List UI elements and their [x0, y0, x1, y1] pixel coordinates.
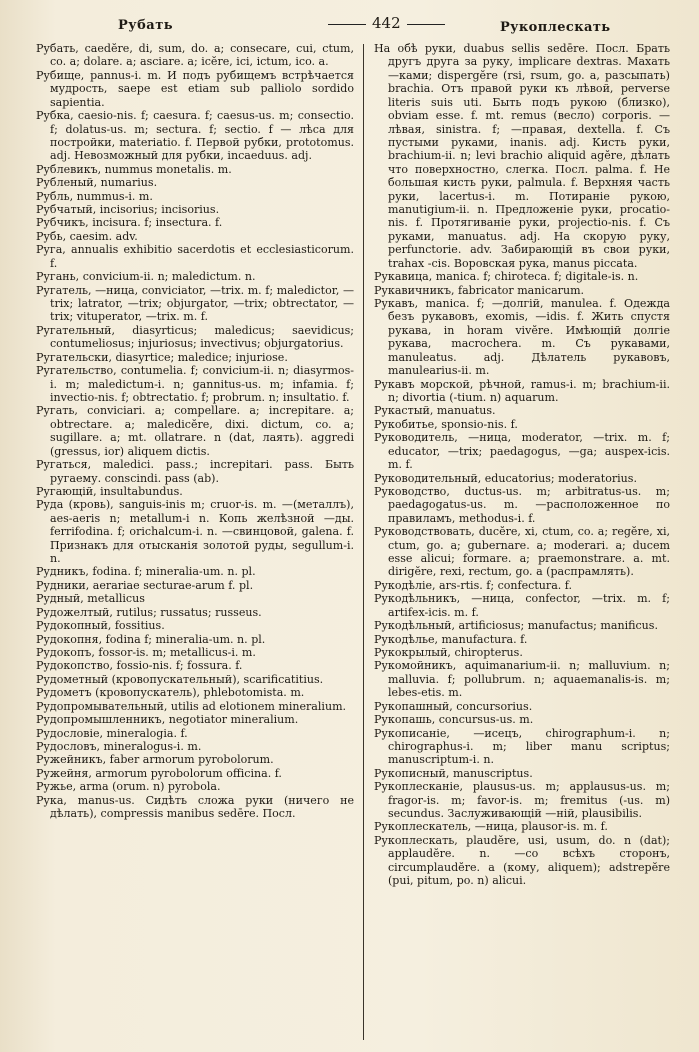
dictionary-entry: Рудопромышленникъ, negotiator mineralium. [36, 713, 299, 727]
dictionary-entry: Рукавица, manica. f; chiroteca. f; digitale-is. n. [374, 270, 639, 284]
dictionary-entry: Рукоплескатель, —ница, plausor-is. m. f. [374, 820, 608, 834]
dictionary-entry: Рубь, caesim. adv. [36, 229, 138, 243]
dictionary-entry: Рубище, pannus-i. m. И подъ рубищемъ встрѣчается мудрость, saepe est etiam sub palliolo sordido sapientia. [36, 68, 354, 109]
dictionary-entry: Рудокопня, fodina f; mineralia-um. n. pl. [36, 632, 266, 646]
dictionary-entry: Рудословіе, mineralogia. f. [36, 726, 188, 740]
dictionary-entry: Ружье, arma (orum. n) pyrobola. [36, 780, 221, 794]
dictionary-entry: Рукописный, manuscriptus. [374, 766, 533, 780]
header-rule-right [407, 24, 445, 25]
dictionary-entry: Рукавичникъ, fabricator manicarum. [374, 283, 585, 297]
dictionary-entry: Рудословъ, mineralogus-i. m. [36, 739, 202, 753]
dictionary-entry: Ругающій, insultabundus. [36, 484, 183, 498]
dictionary-entry: Рукобитье, sponsio-nis. f. [374, 417, 518, 431]
dictionary-entry: Ругатель, —ница, conviciator, —trix. m. f; maledictor, —trix; latrator, —trix; objurgator, —trix; obtrectator, —trix; vituperator, —trix. m. f. [36, 283, 354, 324]
dictionary-entry: Рудометъ (кровопускатель), phlebotomista. m. [36, 686, 305, 700]
dictionary-entry: Рукокрылый, chiropterus. [374, 645, 523, 659]
dictionary-entry: Рублевикъ, nummus monetalis. m. [36, 162, 232, 176]
dictionary-entry: Рукоплесканіе, plausus-us. m; applausus-us. m; fragor-is. m; favor-is. m; fremitus (-us. m) secundus. Заслуживающій —ній, plausibilis. [374, 780, 670, 821]
dictionary-entry: Рубка, caesio-nis. f; caesura. f; caesus-us. m; consectio. f; dolatus-us. m; sectura. f; sectio. f — лѣса для постройки, materiatio. f. Первой рубки, prototomus. adj. Невозможный для рубки, incaeduus. adj. [36, 109, 354, 163]
dictionary-entry: На обѣ руки, duabus sellis sedēre. Посл. Брать другъ друга за руку, implicare dextras. Махать —ками; dispergĕre (rsi, rsum, go. a, разсыпать) brachia. Отъ правой руки къ лѣвой, perverse literis suis uti. Быть подъ рукою (близко), obviam esse. f. mt. remus (весло) corporis. —лѣвая, sinistra. f; —правая, dextella. f. Съ пустыми руками, inanis. adj. Кисть руки, brachium-ii. n; levi brachio aliquid agĕre, дѣлать что поверхностно, слегка. Посл. palma. f. Не большая кисть руки, palmula. f. Верхняя часть руки, lacertus-i. m. Потираніе рукою, manutigium-ii. n. Предложеніе руки, procatio-nis. f. Протягиваніе руки, projectio-nis. f. Съ руками, manuatus. adj. На скорую руку, perfunctorie. adv. Забирающій въ свои руки, trahax -cis. Воровская рука, manus piccata. [374, 42, 670, 270]
right-column [374, 42, 670, 888]
dictionary-entry: Рудожелтый, rutilus; russatus; russeus. [36, 605, 262, 619]
dictionary-entry: Руководство, ductus-us. m; arbitratus-us. m; paedagogatus-us. m. —расположенное по правиламъ, methodus-i. f. [374, 484, 670, 525]
dictionary-entry: Ругаться, maledici. pass.; increpitari. pass. Быть ругаему. conscindi. pass (ab). [36, 458, 354, 485]
dictionary-entry: Рубчикъ, incisura. f; insectura. f. [36, 216, 223, 230]
dictionary-entry: Рудокопъ, fossor-is. m; metallicus-i. m. [36, 645, 256, 659]
dictionary-entry: Рубленый, numarius. [36, 176, 158, 190]
dictionary-entry: Рукавъ, manica. f; —долгій, manulea. f. Одежда безъ рукавовъ, exomis, —idis. f. Жить спустя рукава, in horam vivĕre. Имѣющій долгіе рукава, macrochera. m. Съ рукавами, manuleatus. adj. Дѣлатель рукавовъ, manulearius-ii. m. [374, 297, 670, 378]
dictionary-entry: Рудный, metallicus [36, 592, 145, 606]
dictionary-entry: Ругательный, diasyrticus; maledicus; saevidicus; contumeliosus; injuriosus; invectivus; objurgatorius. [36, 323, 354, 351]
dictionary-entry: Руда (кровь), sanguis-inis m; cruor-is. m. —(металлъ), aes-aeris n; metallum-i n. Копь желѣзной —ды. ferrifodina. f; orichalcum-i. n. —свинцовой, galena. f. Признакъ для отысканія золотой руды, segullum-i. n. [36, 498, 354, 566]
dictionary-entry: Рукастый, manuatus. [374, 404, 496, 418]
dictionary-entry: Ружейня, armorum pyrobolorum officina. f. [36, 766, 282, 780]
dictionary-entry: Ругать, conviciari. a; compellare. a; increpitare. a; obtrectare. a; maledicĕre, dixi. dictum, co. a; sugillare. a; mt. ollatrare. n (dat, лаять). aggredi (gressus, ior) aliquem dictis. [36, 404, 354, 458]
dictionary-entry: Ругательство, contumelia. f; convicium-ii. n; diasyrmos-i. m; maledictum-i. n; gannitus-us. m; infamia. f; invectio-nis. f; obtrectatio. f; probrum. n; insultatio. f. [36, 364, 354, 404]
dictionary-entry: Рудникъ, fodina. f; mineralia-um. n. pl. [36, 565, 256, 579]
column-divider [363, 44, 364, 1040]
dictionary-entry: Рудокопный, fossitius. [36, 619, 165, 633]
dictionary-entry: Руководствовать, ducĕre, xi, ctum, co. a; regĕre, xi, ctum, go. a; gubernare. a; moderari. a; ducem esse alicui; formare. a; praemonstrare. a. mt. dirigĕre, rexi, rectum, go. a (распрамлять). [374, 525, 670, 579]
dictionary-entry: Руга, annualis exhibitio sacerdotis et ecclesiasticorum. f. [36, 243, 354, 270]
dictionary-entry: Рукопашь, concursus-us. m. [374, 713, 534, 727]
dictionary-entry: Руководительный, educatorius; moderatorius. [374, 471, 637, 485]
header-first-word: Рубать [118, 18, 174, 33]
page-number [322, 14, 451, 32]
dictionary-entry: Ружейникъ, faber armorum pyrobolorum. [36, 753, 274, 767]
dictionary-entry: Рукописаніе, —исецъ, chirographum-i. n; chirographus-i. m; liber manu scriptus; manuscriptum-i. n. [374, 726, 670, 767]
header-rule-left [328, 24, 366, 25]
dictionary-entry: Рука, manus-us. Сидѣть сложа руки (ничего не дѣлать), compressis manibus sedēre. Посл. [36, 793, 354, 821]
dictionary-entry: Рубать, caedĕre, di, sum, do. a; consecare, cui, ctum, co. a; dolare. a; asciare. a; icĕre, ici, ictum, ico. a. [36, 42, 354, 69]
dictionary-entry: Рукодѣльный, artificiosus; manufactus; manificus. [374, 619, 658, 633]
dictionary-entry: Рукодѣльникъ, —ница, confector, —trix. m. f; artifex-icis. m. f. [374, 592, 670, 619]
dictionary-entry: Рубчатый, incisorius; incisorius. [36, 203, 220, 217]
dictionary-entry: Рукодѣліе, ars-rtis. f; confectura. f. [374, 578, 573, 592]
dictionary-entry: Рукоплескать, plaudĕre, usi, usum, do. n (dat); applaudĕre. n. —со всѣхъ сторонъ, circumplaudĕre. a (кому, aliquem); adstrepĕre (pui, pitum, po. n) alicui. [374, 833, 670, 888]
dictionary-entry: Рудометный (кровопускательный), scarificatitius. [36, 672, 324, 686]
dictionary-entry: Ругань, convicium-ii. n; maledictum. n. [36, 270, 256, 284]
left-column [36, 42, 354, 820]
dictionary-entry: Рубль, nummus-i. m. [36, 189, 153, 203]
dictionary-entry: Рудокопство, fossio-nis. f; fossura. f. [36, 659, 243, 673]
dictionary-entry: Рукавъ морской, рѣчной, ramus-i. m; brachium-ii. n; divortia (-tium. n) aquarum. [374, 377, 670, 404]
dictionary-entry: Руководитель, —ница, moderator, —trix. m. f; educator, —trix; paedagogus, —ga; auspex-icis. m. f. [374, 431, 670, 472]
dictionary-entry: Рудники, aerariae secturae-arum f. pl. [36, 578, 254, 592]
header-last-word: Рукоплескать [500, 20, 611, 35]
dictionary-entry: Рукомойникъ, aquimanarium-ii. n; malluvium. n; malluvia. f; pollubrum. n; aquaemanalis-is. m; lebes-etis. m. [374, 659, 670, 700]
page-header [0, 14, 699, 40]
dictionary-entry: Рукодѣлье, manufactura. f. [374, 632, 528, 646]
dictionary-entry: Ругательски, diasyrtice; maledice; injuriose. [36, 350, 288, 364]
dictionary-entry: Рудопромывательный, utilis ad elotionem mineralium. [36, 699, 347, 713]
dictionary-entry: Рукопашный, concursorius. [374, 699, 533, 713]
page-number-text: 442 [372, 14, 401, 32]
